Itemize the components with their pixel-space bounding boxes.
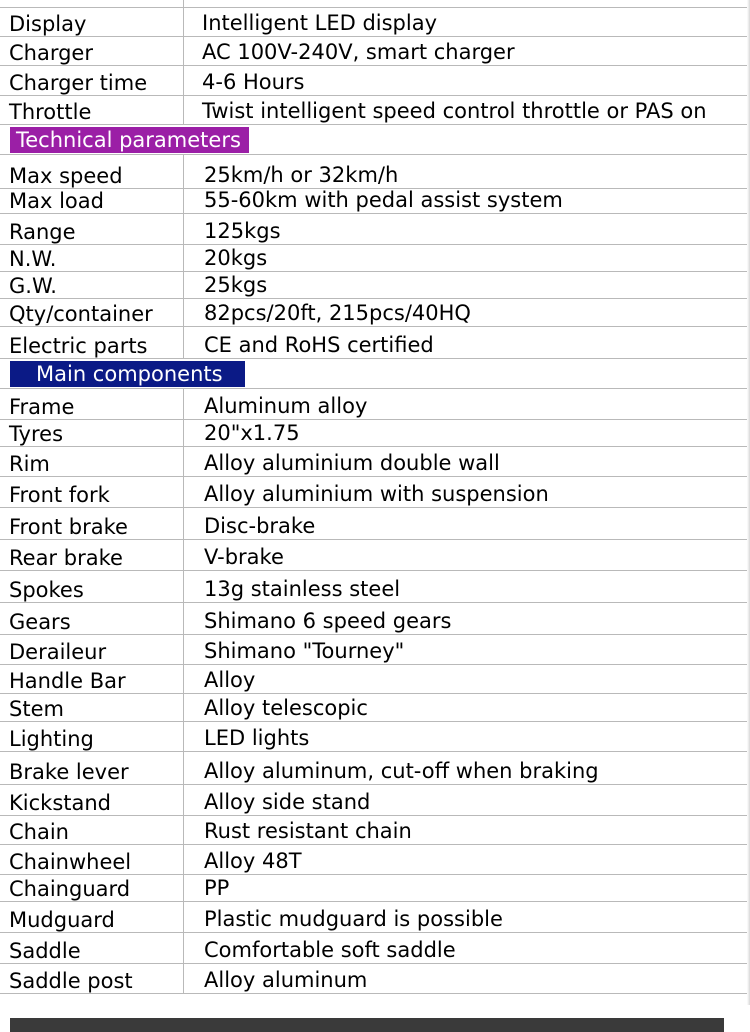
row-label: G.W. — [9, 274, 57, 298]
row-value: Plastic mudguard is possible — [204, 909, 503, 931]
row-value: 125kgs — [204, 221, 281, 243]
table-row — [0, 272, 750, 299]
row-label: Frame — [9, 395, 75, 419]
row-label: Rim — [9, 452, 50, 476]
table-row — [0, 752, 750, 785]
row-label: Lighting — [9, 727, 94, 751]
table-row — [0, 477, 750, 508]
row-label: Stem — [9, 697, 64, 721]
row-label: Gears — [9, 610, 71, 634]
footer-bar — [10, 1018, 724, 1032]
row-value: 4-6 Hours — [202, 72, 305, 94]
row-label: Qty/container — [9, 302, 153, 326]
row-value: 25kgs — [204, 275, 268, 297]
table-row — [0, 447, 750, 477]
table-row — [0, 875, 750, 902]
row-value: Rust resistant chain — [204, 821, 412, 843]
row-label: Kickstand — [9, 791, 111, 815]
row-label: Max speed — [9, 164, 123, 188]
row-value: Alloy aluminum — [204, 970, 368, 992]
row-label: Charger time — [9, 71, 148, 95]
table-row — [0, 155, 750, 189]
table-row — [0, 96, 750, 125]
row-label: Tyres — [9, 422, 64, 446]
row-value: PP — [204, 878, 230, 900]
row-label: Range — [9, 220, 76, 244]
row-value: CE and RoHS certified — [204, 335, 434, 357]
table-row — [0, 214, 750, 245]
row-value: Twist intelligent speed control throttle or PAS on — [202, 101, 707, 123]
row-value: LED lights — [204, 728, 310, 750]
table-row — [0, 420, 750, 447]
row-value: Comfortable soft saddle — [204, 940, 456, 962]
table-row — [0, 933, 750, 964]
table-row — [0, 299, 750, 327]
table-row — [0, 635, 750, 665]
table-row — [0, 8, 750, 37]
row-label: Deraileur — [9, 640, 107, 664]
table-row — [0, 665, 750, 694]
row-value: Shimano 6 speed gears — [204, 611, 452, 633]
row-value: 82pcs/20ft, 215pcs/40HQ — [204, 303, 471, 325]
table-row — [0, 964, 750, 994]
table-row — [0, 540, 750, 571]
row-value: Alloy aluminum, cut-off when braking — [204, 761, 599, 783]
table-row — [0, 845, 750, 875]
table-row — [0, 694, 750, 722]
row-value: Alloy — [204, 670, 256, 692]
table-row — [0, 245, 750, 272]
row-value: Alloy aluminium double wall — [204, 453, 500, 475]
row-label: Saddle — [9, 939, 81, 963]
table-row — [0, 603, 750, 635]
row-label: Chain — [9, 820, 69, 844]
row-label: Max load — [9, 189, 104, 213]
row-label: Front brake — [9, 515, 128, 539]
table-row — [0, 389, 750, 420]
row-label: Electric parts — [9, 334, 148, 358]
table-row — [0, 37, 750, 66]
row-value: Disc-brake — [204, 516, 316, 538]
technical-section-header — [0, 125, 750, 155]
row-label: Mudguard — [9, 908, 115, 932]
row-value: Alloy side stand — [204, 792, 371, 814]
row-label: Chainguard — [9, 877, 131, 901]
components-table — [0, 389, 750, 994]
row-value: V-brake — [204, 547, 284, 569]
row-value: 55-60km with pedal assist system — [204, 190, 563, 212]
row-value: 20"x1.75 — [204, 423, 300, 445]
row-label: Throttle — [9, 100, 92, 124]
cutoff-row — [0, 0, 750, 8]
row-value: Intelligent LED display — [202, 13, 438, 35]
table-row — [0, 508, 750, 540]
table-row — [0, 785, 750, 816]
table-row — [0, 816, 750, 845]
general-table — [0, 8, 750, 125]
row-value: 13g stainless steel — [204, 579, 401, 601]
row-label: Handle Bar — [9, 669, 126, 693]
row-value: 20kgs — [204, 248, 268, 270]
row-label: Front fork — [9, 483, 110, 507]
row-label: Brake lever — [9, 760, 129, 784]
table-row — [0, 189, 750, 214]
row-value: 25km/h or 32km/h — [204, 165, 399, 187]
table-row — [0, 66, 750, 96]
row-value: Alloy 48T — [204, 851, 302, 873]
row-value: Shimano "Tourney" — [204, 641, 405, 663]
row-label: Saddle post — [9, 969, 133, 993]
components-section-header — [0, 359, 750, 389]
components-section-title: Main components — [10, 361, 245, 387]
technical-section-title: Technical parameters — [10, 127, 249, 153]
row-label: N.W. — [9, 247, 57, 271]
row-label: Rear brake — [9, 546, 123, 570]
row-value: Aluminum alloy — [204, 396, 368, 418]
row-label: Display — [9, 12, 87, 36]
table-row — [0, 571, 750, 603]
row-value: AC 100V-240V, smart charger — [202, 42, 515, 64]
row-value: Alloy telescopic — [204, 698, 368, 720]
technical-table — [0, 155, 750, 359]
table-row — [0, 902, 750, 933]
row-label: Chainwheel — [9, 850, 132, 874]
row-label: Charger — [9, 41, 93, 65]
row-label: Spokes — [9, 578, 84, 602]
table-row — [0, 327, 750, 359]
table-row — [0, 722, 750, 752]
row-value: Alloy aluminium with suspension — [204, 484, 549, 506]
